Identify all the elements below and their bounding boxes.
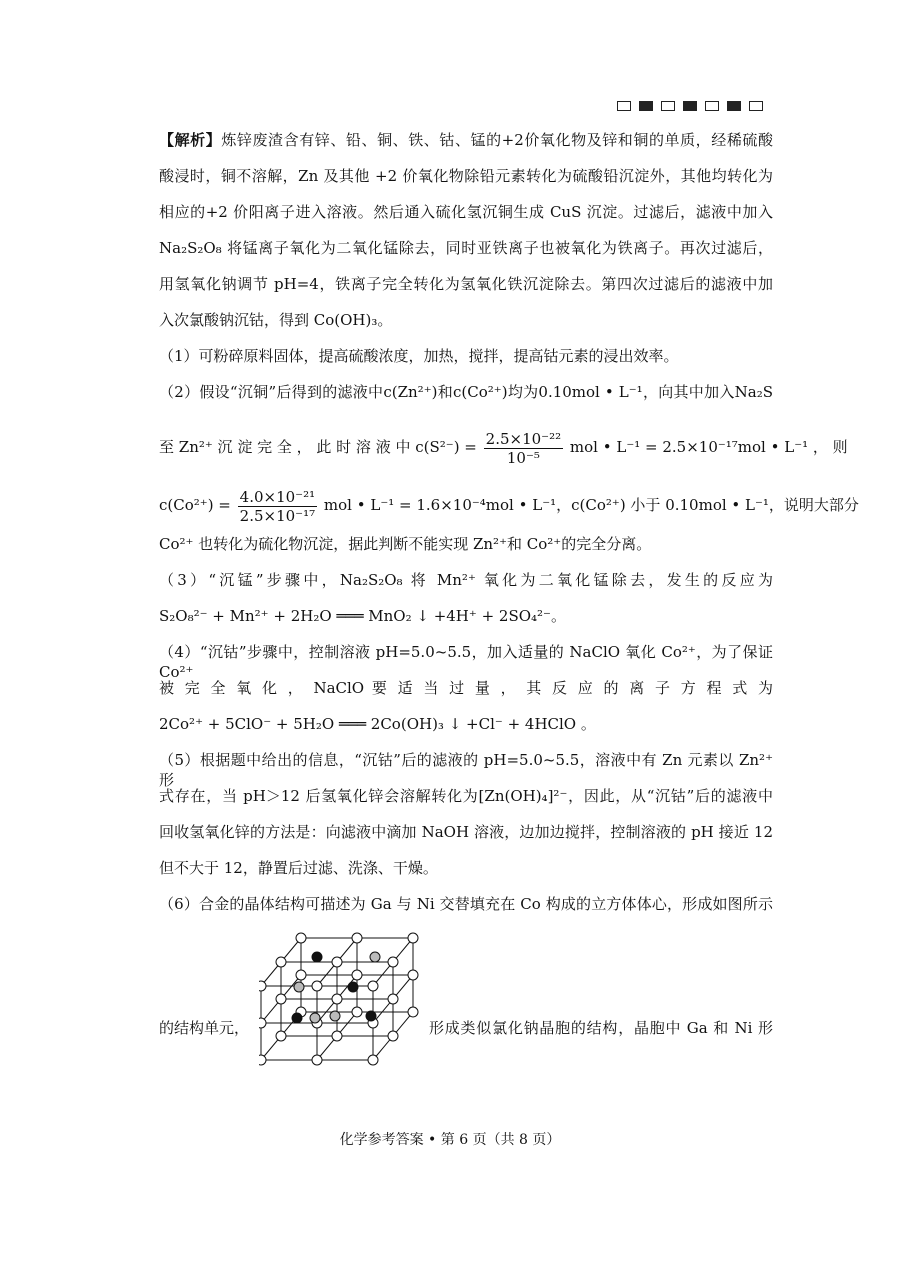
marker-empty [617, 101, 631, 111]
analysis-line-6: 入次氯酸钠沉钴，得到 Co(OH)₃。 [159, 311, 393, 329]
answer-6-fig-left-text: 的结构单元， [159, 1019, 250, 1037]
answer-1 [159, 346, 773, 366]
answer-4-equation: 2Co²⁺ + 5ClO⁻ + 5H₂O ═══ 2Co(OH)₃ ↓ +Cl⁻ + 4HClO 。 [159, 715, 596, 733]
marker-filled [727, 101, 741, 111]
marker-empty [661, 101, 675, 111]
answer-1-text: （1）可粉碎原料固体，提高硫酸浓度，加热，搅拌，提高钴元素的浸出效率。 [159, 347, 679, 365]
answer-5-line-2: 式存在，当 pH＞12 后氢氧化锌会溶解转化为[Zn(OH)₄]²⁻，因此，从“沉钴”后的滤液中 [159, 787, 773, 805]
crystal-structure-diagram [259, 930, 429, 1080]
answer-2-line-3-pre: c(Co²⁺) = [159, 496, 231, 514]
fraction-denominator: 10⁻⁵ [506, 448, 540, 467]
answer-2-line-3-post: mol • L⁻¹ = 1.6×10⁻⁴mol • L⁻¹，c(Co²⁺) 小于 0.10mol • L⁻¹，说明大部分 [323, 496, 859, 514]
fraction-co2-concentration [238, 488, 317, 525]
answer-3-equation: S₂O₈²⁻ + Mn²⁺ + 2H₂O ═══ MnO₂ ↓ +4H⁺ + 2SO₄²⁻。 [159, 607, 566, 625]
answer-3 [159, 570, 773, 626]
answer-content [159, 130, 859, 1080]
marker-filled [639, 101, 653, 111]
answer-2-line-2-pre: 至 Zn²⁺ 沉 淀 完 全 ， 此 时 溶 液 中 c(S²⁻) = [159, 438, 477, 456]
answer-4-line-1: （4）“沉钴”步骤中，控制溶液 pH=5.0~5.5，加入适量的 NaClO 氧化 Co²⁺，为了保证 Co²⁺ [159, 643, 773, 681]
analysis-line-3: 相应的+2 价阳离子进入溶液。然后通入硫化氢沉铜生成 CuS 沉淀。过滤后，滤液中加入 [159, 203, 773, 221]
answer-3-line-1: （3）“沉锰”步骤中，Na₂S₂O₈ 将 Mn²⁺ 氧化为二氧化锰除去，发生的反应为 [159, 571, 773, 589]
answer-2-line-2 [159, 418, 848, 476]
page-marker-strip [617, 101, 763, 113]
fraction-denominator: 2.5×10⁻¹⁷ [239, 506, 316, 525]
analysis-paragraph [159, 130, 773, 330]
answer-5-line-1: （5）根据题中给出的信息，“沉钴”后的滤液的 pH=5.0~5.5，溶液中有 Zn 元素以 Zn²⁺ 形 [159, 751, 773, 789]
answer-4-line-2: 被 完 全 氧 化 ， NaClO 要 适 当 过 量 ， 其 反 应 的 离 子 方 程 式 为 [159, 679, 773, 697]
analysis-line-1: 炼锌废渣含有锌、铅、铜、铁、钴、锰的+2价氧化物及锌和铜的单质，经稀硫酸 [221, 131, 773, 149]
marker-filled [683, 101, 697, 111]
answer-2 [159, 382, 859, 554]
answer-2-line-4: Co²⁺ 也转化为硫化物沉淀，据此判断不能实现 Zn²⁺和 Co²⁺的完全分离。 [159, 535, 652, 553]
answer-2-line-1: （2）假设“沉铜”后得到的滤液中c(Zn²⁺)和c(Co²⁺)均为0.10mol • L⁻¹，向其中加入Na₂S [159, 383, 773, 401]
answer-2-line-3 [159, 476, 859, 534]
analysis-line-4: Na₂S₂O₈ 将锰离子氧化为二氧化锰除去，同时亚铁离子也被氧化为铁离子。再次过滤后， [159, 239, 773, 257]
page-footer: 化学参考答案 • 第 6 页（共 8 页） [339, 1132, 561, 1148]
answer-5-line-4: 但不大于 12，静置后过滤、洗涤、干燥。 [159, 859, 438, 877]
analysis-line-2: 酸浸时，铜不溶解，Zn 及其他 +2 价氧化物除铅元素转化为硫酸铅沉淀外，其他均转化为 [159, 167, 773, 185]
answer-2-line-2-post: mol • L⁻¹ = 2.5×10⁻¹⁷mol • L⁻¹ ， 则 [569, 438, 848, 456]
fraction-numerator: 2.5×10⁻²² [485, 429, 562, 448]
analysis-label: 【解析】 [159, 131, 222, 149]
answer-6-figure-line [159, 930, 773, 1080]
answer-6-fig-right-text: 形成类似氯化钠晶胞的结构，晶胞中 Ga 和 Ni 形 [429, 1019, 773, 1037]
analysis-line-5: 用氢氧化钠调节 pH=4，铁离子完全转化为氢氧化铁沉淀除去。第四次过滤后的滤液中加 [159, 275, 773, 293]
co-atoms [259, 933, 418, 1065]
answer-5-line-3: 回收氢氧化锌的方法是：向滤液中滴加 NaOH 溶液，边加边搅拌，控制溶液的 pH 接近 12 [159, 823, 773, 841]
answer-4 [159, 642, 773, 734]
fraction-numerator: 4.0×10⁻²¹ [239, 487, 316, 506]
marker-empty [749, 101, 763, 111]
answer-6 [159, 894, 773, 1080]
marker-empty [705, 101, 719, 111]
answer-6-line-1: （6）合金的晶体结构可描述为 Ga 与 Ni 交替填充在 Co 构成的立方体体心，形成如图所示 [159, 895, 773, 913]
fraction-s2-concentration [484, 430, 563, 467]
answer-5 [159, 750, 773, 878]
